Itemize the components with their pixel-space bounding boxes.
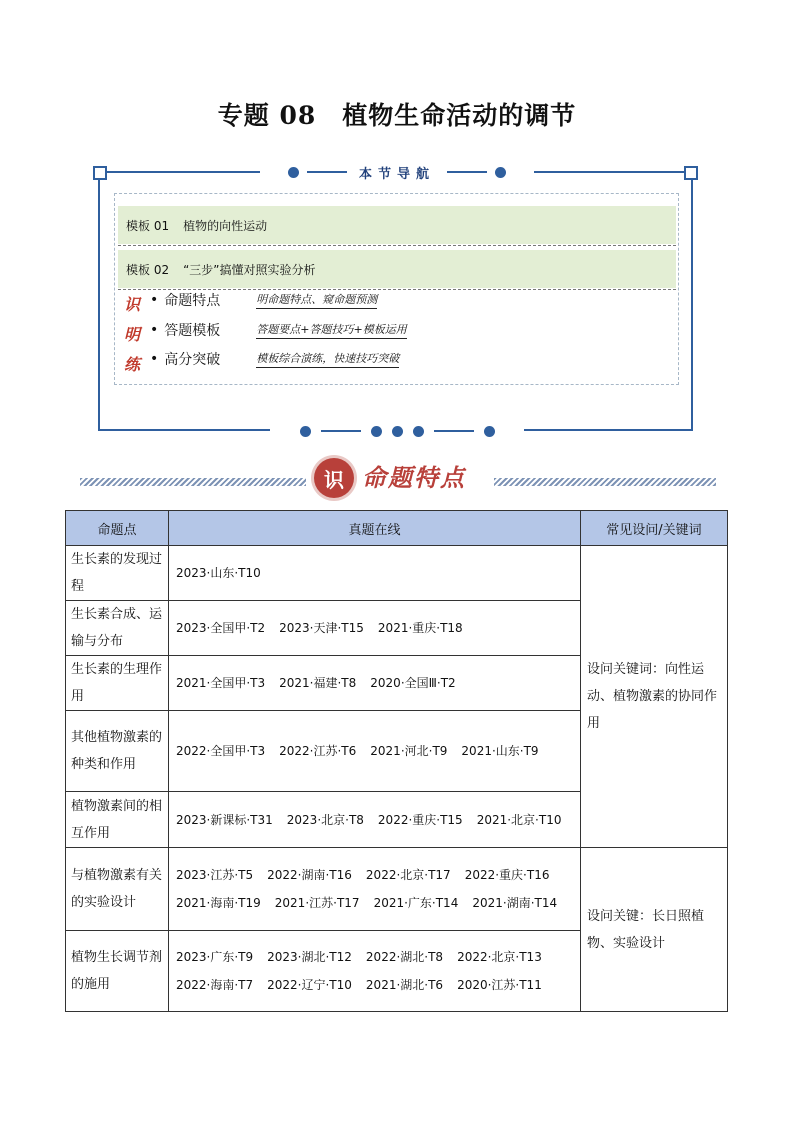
keywords-cell: 设问关键词：向性运动、植物激素的协同作用 <box>581 546 728 848</box>
template-title: 植物的向性运动 <box>183 218 268 233</box>
exam-ref: 2022·湖南·T16 <box>267 868 352 882</box>
feature-desc: 答题要点+答题技巧+模板运用 <box>256 321 406 339</box>
topics-table <box>65 510 728 1012</box>
dot-icon <box>371 426 382 437</box>
exam-ref: 2023·广东·T9 <box>176 950 254 964</box>
exam-ref: 2023·江苏·T5 <box>176 868 254 882</box>
dot-icon <box>288 167 299 178</box>
bullet-icon: • <box>150 292 159 308</box>
template-link-2[interactable] <box>118 250 676 288</box>
exams-cell <box>169 711 581 792</box>
template-title: “三步”搞懂对照实验分析 <box>183 262 316 277</box>
bullet-icon: • <box>150 351 159 367</box>
exam-ref: 2020·全国Ⅲ·T2 <box>370 676 456 690</box>
exam-ref: 2022·北京·T17 <box>365 868 451 882</box>
dot-icon <box>484 426 495 437</box>
exams-cell <box>169 931 581 1012</box>
template-link-1[interactable] <box>118 206 676 244</box>
section-badge-icon: 识 <box>314 458 354 498</box>
exam-ref: 2021·河北·T9 <box>370 744 448 758</box>
exams-cell <box>169 656 581 711</box>
section-rule-right <box>494 478 716 486</box>
feature-item[interactable] <box>150 320 407 340</box>
template-number: 模板 01 <box>126 218 170 233</box>
exam-ref: 2021·海南·T19 <box>176 896 261 910</box>
section-title: 命题特点 <box>362 463 466 492</box>
exam-ref: 2023·全国甲·T2 <box>176 621 266 635</box>
dash-ornament <box>321 430 361 432</box>
stamp-char: 识 <box>124 295 141 314</box>
dash-ornament <box>307 171 347 173</box>
exam-ref: 2021·湖南·T14 <box>472 896 558 910</box>
exams-cell <box>169 792 581 848</box>
feature-item[interactable] <box>150 349 399 369</box>
corner-ornament <box>93 166 107 180</box>
exam-ref: 2021·北京·T10 <box>476 812 562 827</box>
exam-ref: 2021·福建·T8 <box>279 676 357 690</box>
bullet-icon: • <box>150 322 159 338</box>
exam-ref: 2021·重庆·T18 <box>377 621 463 635</box>
exams-cell <box>169 848 581 931</box>
exam-ref: 2021·广东·T14 <box>373 896 459 910</box>
exam-ref: 2023·天津·T15 <box>279 621 364 635</box>
dot-icon <box>495 167 506 178</box>
exam-ref: 2022·重庆·T16 <box>464 868 550 882</box>
topic-cell: 植物激素间的相互作用 <box>66 792 169 848</box>
dot-icon <box>413 426 424 437</box>
exam-ref: 2022·辽宁·T10 <box>267 978 352 992</box>
exam-ref: 2023·北京·T8 <box>286 812 364 827</box>
exam-ref: 2021·全国甲·T3 <box>176 676 266 690</box>
column-header: 命题点 <box>66 511 169 546</box>
exam-ref: 2022·北京·T13 <box>457 950 542 964</box>
dot-icon <box>300 426 311 437</box>
table-row <box>66 546 728 601</box>
dot-icon <box>392 426 403 437</box>
keywords-cell: 设问关键：长日照植物、实验设计 <box>581 848 728 1012</box>
column-header: 常见设问/关键词 <box>581 511 728 546</box>
dash-ornament <box>447 171 487 173</box>
topic-cell: 与植物激素有关的实验设计 <box>66 848 169 931</box>
section-rule-left <box>80 478 306 486</box>
exam-ref: 2020·江苏·T11 <box>457 978 542 992</box>
topic-cell: 植物生长调节剂的施用 <box>66 931 169 1012</box>
navigation-title: 本节导航 <box>358 166 435 182</box>
navigation-header <box>260 165 534 182</box>
divider <box>118 245 676 246</box>
exam-ref: 2021·湖北·T6 <box>365 978 444 992</box>
template-number: 模板 02 <box>126 262 170 277</box>
column-header: 真题在线 <box>169 511 581 546</box>
feature-name: 答题模板 <box>164 323 221 339</box>
feature-name: 高分突破 <box>164 352 221 368</box>
page-title <box>0 96 794 132</box>
exam-ref: 2022·全国甲·T3 <box>176 744 266 758</box>
navigation-footer <box>270 424 524 438</box>
exam-ref: 2023·山东·T10 <box>176 566 261 580</box>
exam-ref: 2023·新课标·T31 <box>176 812 273 827</box>
exam-ref: 2023·湖北·T12 <box>267 950 352 964</box>
feature-name: 命题特点 <box>164 293 221 309</box>
exam-ref: 2022·重庆·T15 <box>377 812 463 827</box>
table-row <box>66 848 728 931</box>
topic-cell: 其他植物激素的种类和作用 <box>66 711 169 792</box>
dash-ornament <box>434 430 474 432</box>
exam-ref: 2022·湖北·T8 <box>365 950 444 964</box>
topic-cell: 生长素的生理作用 <box>66 656 169 711</box>
exam-ref: 2021·江苏·T17 <box>274 896 360 910</box>
feature-desc: 模板综合演练，快速技巧突破 <box>256 350 399 368</box>
table-header-row <box>66 511 728 546</box>
topic-cell: 生长素合成、运输与分布 <box>66 601 169 656</box>
title-text: 植物生命活动的调节 <box>342 101 577 130</box>
stamp-char: 明 <box>124 325 141 344</box>
topic-cell: 生长素的发现过程 <box>66 546 169 601</box>
stamp-char: 练 <box>124 355 141 374</box>
exams-cell <box>169 601 581 656</box>
title-prefix: 专题 08 <box>217 101 317 130</box>
feature-item[interactable] <box>150 290 377 310</box>
exam-ref: 2022·江苏·T6 <box>279 744 357 758</box>
corner-ornament <box>684 166 698 180</box>
exam-ref: 2022·海南·T7 <box>176 978 254 992</box>
feature-desc: 明命题特点、窥命题预测 <box>256 291 377 309</box>
exams-cell <box>169 546 581 601</box>
exam-ref: 2021·山东·T9 <box>461 744 539 758</box>
